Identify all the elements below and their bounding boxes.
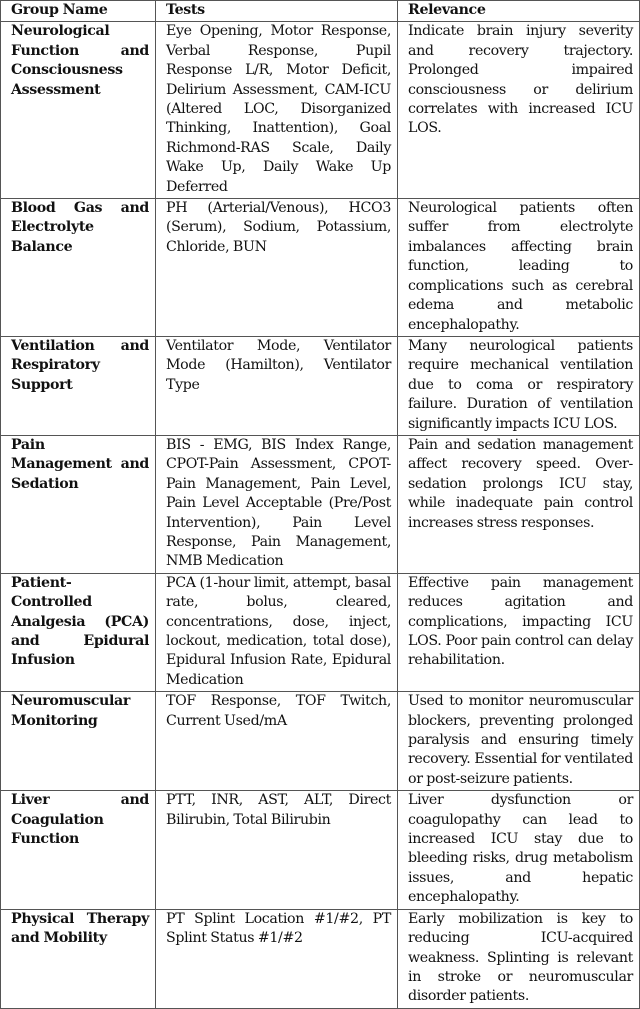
- header-relevance: Relevance: [398, 1, 640, 22]
- tests-cell: Ventilator Mode, Ventilator Mode (Hamilton), Ventilator Type: [156, 336, 398, 435]
- relevance-cell: Used to monitor neuromuscular blockers, preventing prolonged paralysis and ensuring timely recovery. Essential for ventilated or post-seizure patients.: [398, 692, 640, 791]
- tests-cell: PH (Arterial/Venous), HCO3 (Serum), Sodium, Potassium, Chloride, BUN: [156, 199, 398, 337]
- tests-cell: PTT, INR, AST, ALT, Direct Bilirubin, Total Bilirubin: [156, 791, 398, 909]
- header-tests: Tests: [156, 1, 398, 22]
- table-row: [1, 692, 640, 791]
- relevance-cell: Effective pain management reduces agitation and complications, impacting ICU LOS. Poor pain control can delay rehabilitation.: [398, 573, 640, 691]
- table-row: [1, 909, 640, 1008]
- group-name-cell: Ventilation and Respiratory Support: [1, 336, 156, 435]
- table-header: [1, 1, 640, 22]
- tests-cell: BIS - EMG, BIS Index Range, CPOT-Pain Assessment, CPOT-Pain Management, Pain Level, Pain Level Acceptable (Pre/Post Intervention), Pain Level Response, Pain Management, NMB Medication: [156, 435, 398, 573]
- tests-cell: PCA (1-hour limit, attempt, basal rate, bolus, cleared, concentrations, dose, inject, lockout, medication, total dose), Epidural Infusion Rate, Epidural Medication: [156, 573, 398, 691]
- table-row: [1, 22, 640, 199]
- relevance-cell: Liver dysfunction or coagulopathy can lead to increased ICU stay due to bleeding risks, drug metabolism issues, and hepatic encephalopathy.: [398, 791, 640, 909]
- tests-cell: PT Splint Location #1/#2, PT Splint Status #1/#2: [156, 909, 398, 1008]
- table-row: [1, 199, 640, 337]
- group-name-cell: Physical Therapy and Mobility: [1, 909, 156, 1008]
- group-name-cell: Blood Gas and Electrolyte Balance: [1, 199, 156, 337]
- table-row: [1, 435, 640, 573]
- group-name-cell: Neurological Function and Consciousness Assessment: [1, 22, 156, 199]
- group-name-cell: Patient-Controlled Analgesia (PCA) and Epidural Infusion: [1, 573, 156, 691]
- tests-cell: Eye Opening, Motor Response, Verbal Response, Pupil Response L/R, Motor Deficit, Delirium Assessment, CAM-ICU (Altered LOC, Disorganized Thinking, Inattention), Goal Richmond-RAS Scale, Daily Wake Up, Daily Wake Up Deferred: [156, 22, 398, 199]
- relevance-cell: Indicate brain injury severity and recovery trajectory. Prolonged impaired consciousness or delirium correlates with increased ICU LOS.: [398, 22, 640, 199]
- group-name-cell: Pain Management and Sedation: [1, 435, 156, 573]
- tests-cell: TOF Response, TOF Twitch, Current Used/mA: [156, 692, 398, 791]
- group-name-cell: Liver and Coagulation Function: [1, 791, 156, 909]
- relevance-cell: Many neurological patients require mechanical ventilation due to coma or respiratory failure. Duration of ventilation significantly impacts ICU LOS.: [398, 336, 640, 435]
- table-row: [1, 336, 640, 435]
- header-group-name: Group Name: [1, 1, 156, 22]
- table-body: [1, 22, 640, 1008]
- table-row: [1, 573, 640, 691]
- relevance-cell: Neurological patients often suffer from electrolyte imbalances affecting brain function, leading to complications such as cerebral edema and metabolic encephalopathy.: [398, 199, 640, 337]
- group-name-cell: Neuromuscular Monitoring: [1, 692, 156, 791]
- header-row: [1, 1, 640, 22]
- relevance-cell: Early mobilization is key to reducing ICU-acquired weakness. Splinting is relevant in stroke or neuromuscular disorder patients.: [398, 909, 640, 1008]
- relevance-cell: Pain and sedation management affect recovery speed. Over-sedation prolongs ICU stay, while inadequate pain control increases stress responses.: [398, 435, 640, 573]
- table-row: [1, 791, 640, 909]
